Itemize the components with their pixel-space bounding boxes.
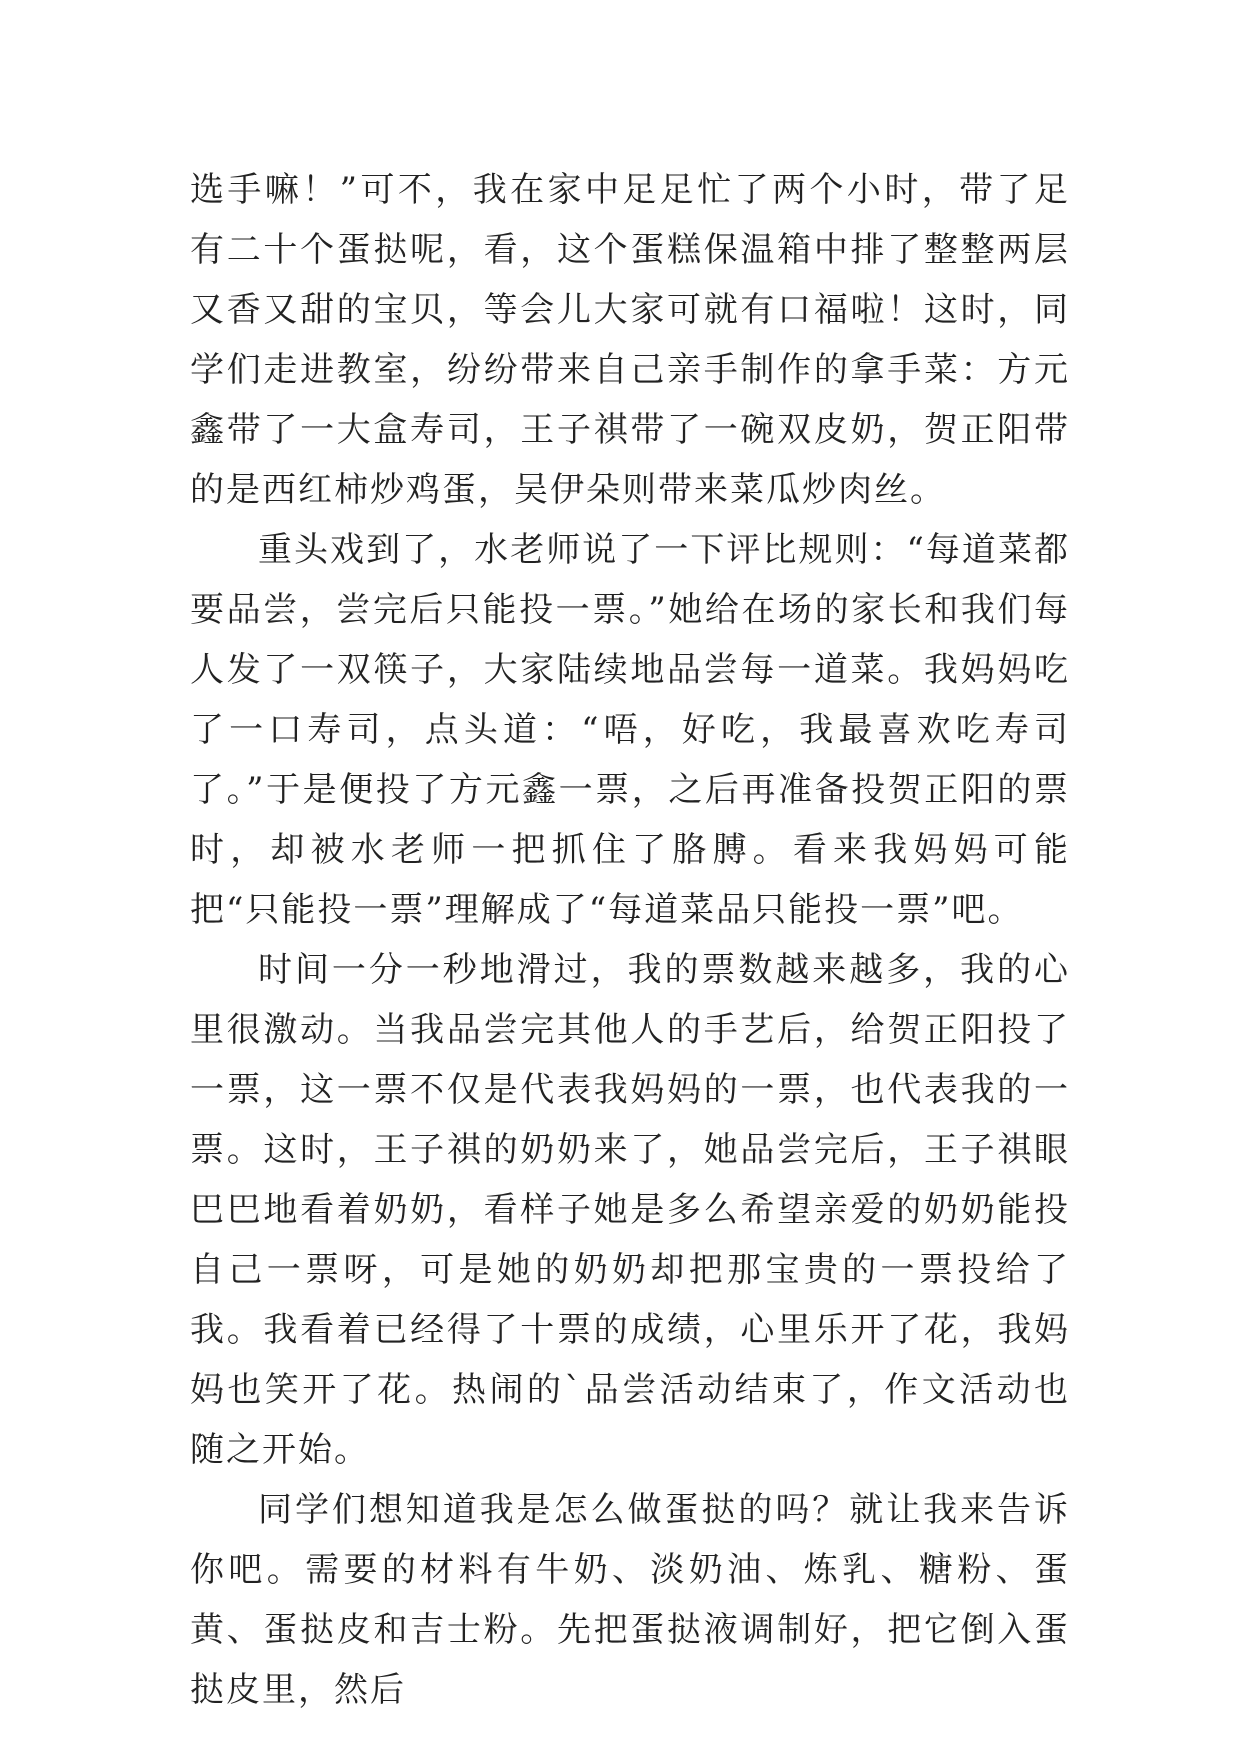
paragraph-3: 时间一分一秒地滑过，我的票数越来越多，我的心里很激动。当我品尝完其他人的手艺后，给贺正阳投了一票，这一票不仅是代表我妈妈的一票，也代表我的一票。这时，王子祺的奶奶来了，她品尝完后，王子祺眼巴巴地看着奶奶，看样子她是多么希望亲爱的奶奶能投自己一票呀，可是她的奶奶却把那宝贵的一票投给了我。我看着已经得了十票的成绩，心里乐开了花，我妈妈也笑开了花。热闹的`品尝活动结束了，作文活动也随之开始。 <box>190 950 1070 1470</box>
document-body <box>190 160 1070 1720</box>
paragraph-2: 重头戏到了，水老师说了一下评比规则：“每道菜都要品尝，尝完后只能投一票。”她给在场的家长和我们每人发了一双筷子，大家陆续地品尝每一道菜。我妈妈吃了一口寿司，点头道：“唔，好吃，我最喜欢吃寿司了。”于是便投了方元鑫一票，之后再准备投贺正阳的票时，却被水老师一把抓住了胳膊。看来我妈妈可能把“只能投一票”理解成了“每道菜品只能投一票”吧。 <box>190 530 1070 930</box>
paragraph-4: 同学们想知道我是怎么做蛋挞的吗？就让我来告诉你吧。需要的材料有牛奶、淡奶油、炼乳、糖粉、蛋黄、蛋挞皮和吉士粉。先把蛋挞液调制好，把它倒入蛋挞皮里，然后 <box>190 1490 1070 1710</box>
paragraph-1: 选手嘛！”可不，我在家中足足忙了两个小时，带了足有二十个蛋挞呢，看，这个蛋糕保温箱中排了整整两层又香又甜的宝贝，等会儿大家可就有口福啦！这时，同学们走进教室，纷纷带来自己亲手制作的拿手菜：方元鑫带了一大盒寿司，王子祺带了一碗双皮奶，贺正阳带的是西红柿炒鸡蛋，吴伊朵则带来菜瓜炒肉丝。 <box>190 170 1070 510</box>
